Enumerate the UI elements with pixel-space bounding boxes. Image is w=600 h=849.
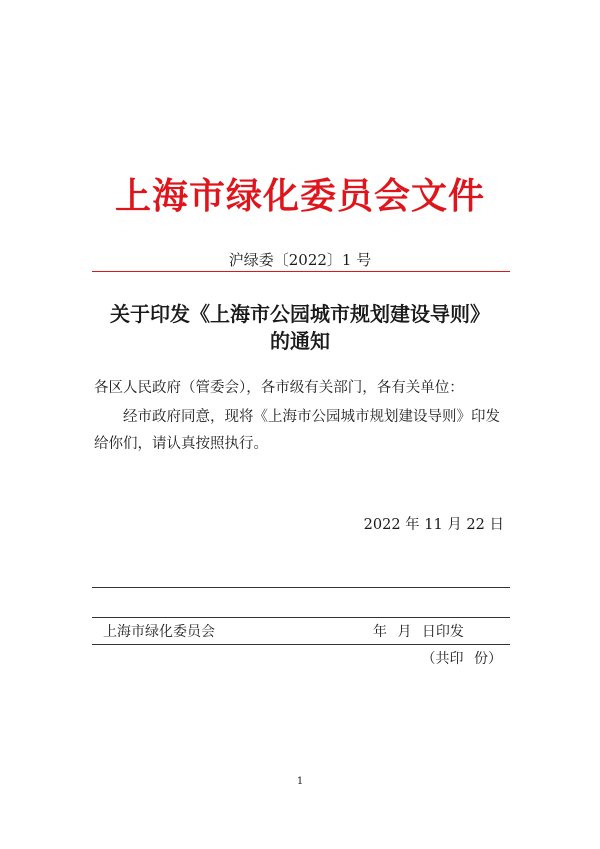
page-number: 1 (296, 776, 304, 787)
body-paragraph: 经市政府同意，现将《上海市公园城市规划建设导则》印发给你们，请认真按照执行。 (94, 409, 500, 452)
masthead-title: 上海市绿化委员会文件 (114, 175, 485, 217)
addressee: 各区人民政府（管委会），各市级有关部门，各有关单位： (94, 380, 464, 396)
footer-issuer: 上海市绿化委员会 (103, 624, 215, 640)
title-line-1: 关于印发《上海市公园城市规划建设导则》 (110, 302, 490, 326)
title-line-2: 的通知 (270, 329, 330, 353)
red-divider (92, 271, 510, 272)
footer-print-date: 年 月 日印发 (373, 624, 464, 640)
footer-copies: （共印 份） (421, 651, 502, 667)
footer-divider-top (92, 587, 510, 588)
footer-divider-bottom (92, 644, 510, 645)
document-title (0, 301, 600, 355)
footer-divider-middle (92, 617, 510, 618)
document-number: 沪绿委〔2022〕1 号 (228, 251, 372, 269)
issue-date: 2022 年 11 月 22 日 (363, 517, 504, 533)
